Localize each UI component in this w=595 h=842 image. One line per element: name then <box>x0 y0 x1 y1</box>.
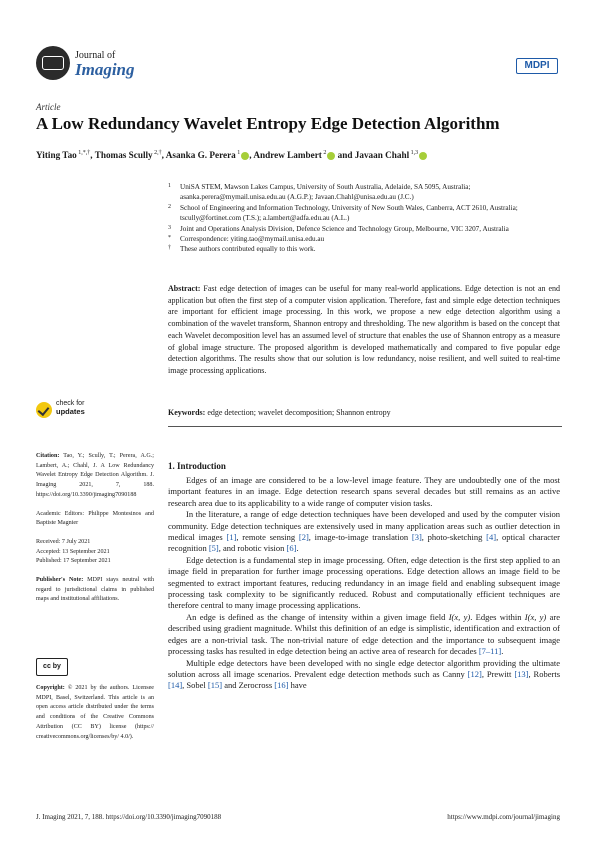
paragraph: Multiple edge detectors have been developed with no single edge detector algorithm providing the ultimate solution across all image scenarios. Prevalent edge detection methods such as Canny [12], Prewitt [13], Roberts [14], Sobel [15] and Zerocross [16] have <box>168 657 561 691</box>
editors-text: Philippe Montesinos and Baptiste Magnier <box>36 510 154 527</box>
abstract-label: Abstract: <box>168 284 201 293</box>
journal-name[interactable]: Imaging <box>75 60 135 79</box>
check-updates-line1: check for <box>56 400 85 407</box>
affiliation-mark: 1 <box>168 183 171 189</box>
citation <box>36 452 154 501</box>
affiliation-mark: † <box>168 245 171 252</box>
affiliation-text: Joint and Operations Analysis Division, Defence Science and Technology Group, Melbourne, VIC 3207, Australia <box>180 224 509 233</box>
keywords-label: Keywords: <box>168 408 206 417</box>
copyright <box>36 684 154 742</box>
copyright-label: Copyright: <box>36 685 65 691</box>
author-name[interactable]: Yiting Tao <box>36 150 77 161</box>
journal-name-prefix: Journal of <box>75 50 116 61</box>
sidebar <box>36 452 154 614</box>
author-affil-mark: 1,3 <box>409 150 419 156</box>
affiliation-text: UniSA STEM, Mawson Lakes Campus, University of South Australia, Adelaide, SA 5095, Australia; asanka.perera@mymail.unisa.edu.au (A.G.P.); Javaan.Chahl@unisa.edu.au (J.C.) <box>180 183 471 202</box>
citation-link[interactable]: [7–11] <box>478 646 502 657</box>
academic-editors <box>36 510 154 529</box>
publisher-note <box>36 576 154 605</box>
published-date: Published: 17 September 2021 <box>36 558 111 565</box>
author-affil-mark: 2,† <box>152 150 162 156</box>
citation-link[interactable]: [15] <box>207 680 223 691</box>
citation-label: Citation: <box>36 453 60 459</box>
author-list: Yiting Tao $^{1,*,\dagger}$, Thomas Scully $^{2,\dagger}$, Asanka G. Perera $^1$ , Andrew Lambert $^2$ and Javaan Chahl $^{1,3}$ <box>36 150 427 160</box>
check-updates-icon <box>36 402 52 418</box>
mdpi-logo[interactable]: MDPI <box>516 58 558 74</box>
footer-citation[interactable]: J. Imaging 2021, 7, 188. https://doi.org/10.3390/jimaging7090188 <box>36 813 222 821</box>
citation-link[interactable]: [2] <box>298 532 309 543</box>
section-body <box>168 475 560 692</box>
editors-label: Academic Editors: <box>36 510 85 517</box>
author-name[interactable]: Javaan Chahl <box>354 150 410 161</box>
citation-link[interactable]: [12] <box>467 668 482 679</box>
citation-link[interactable]: [13] <box>514 668 529 679</box>
affiliation <box>168 182 563 203</box>
abstract-text: Fast edge detection of images can be useful for many real-world applications. Edge detection is not an end application but often the first step of a computer vision application. Therefore, fast and simple edge detection techniques are important for efficient image processing. In this work, we propose a new edge detection algorithm using a combination of the wavelet transform, Shannon entropy and thresholding. The new algorithm is based on the concept that each Wavelet decomposition level has an assumed level of structure that enables the use of Shannon entropy as a measure of global image structure. The proposed algorithm is developed mathematically and compared to five popular edge detection algorithms. The results show that our solution is low redundancy, noise resilient, and well suited to real-time image processing applications. <box>168 284 561 375</box>
author-name[interactable]: Andrew Lambert <box>253 150 322 161</box>
affiliation <box>168 203 563 224</box>
citation-link[interactable]: [6] <box>286 543 297 554</box>
citation-link[interactable]: [16] <box>274 680 289 691</box>
author-affil-mark: 1 <box>235 150 241 156</box>
math-expression: I(x, y) <box>448 611 471 622</box>
affiliation-text: These authors contributed equally to this work. <box>180 245 316 254</box>
orcid-icon[interactable] <box>419 152 427 160</box>
publisher-note-text: MDPI stays neutral with regard to jurisdictional claims in published maps and institutional affiliations. <box>36 577 155 603</box>
affiliation-mark: 2 <box>168 203 171 210</box>
cc-by-icon[interactable]: cc by <box>36 658 68 676</box>
paragraph: Edges of an image are considered to be a low-level image feature. They are undoubtedly one of the most important features in an image. Edge detection research spans several decades but still remains as an active research area due to its applicability to a wide range of computer vision tasks. <box>168 475 560 508</box>
copyright-text: © 2021 by the authors. Licensee MDPI, Basel, Switzerland. This article is an open access article distributed under the terms and conditions of the Creative Commons Attribution (CC BY) license (https:// creativecommons.org/licenses/by/ 4.0/). <box>36 685 154 740</box>
article-type: Article <box>36 102 61 112</box>
author-name[interactable]: Asanka G. Perera <box>165 150 236 161</box>
affiliations <box>168 182 563 255</box>
affiliation <box>168 244 563 254</box>
citation-link[interactable]: [5] <box>208 543 219 554</box>
paragraph: In the literature, a range of edge detection techniques have been developed and used by the computer vision community. Edge detection techniques are extensively used in many application areas such as outlier detection in medical images [1], remote sensing [2], image-to-image translation [3], photo-sketching [4], optical character recognition [5], and robotic vision [6]. <box>168 509 560 554</box>
orcid-icon[interactable] <box>241 152 249 160</box>
paragraph: An edge is defined as the change of intensity within a given image field I(x, y). Edges within I(x, y) are described using gradient magnitude. Whilst this definition of an edge is simplistic, identification and extraction of edges are a non-trivial task. The non-trivial nature of edge detection and the importance to subsequent image processing tasks has resulted in edge detection being an active area of research for decades [7–11]. <box>168 611 560 657</box>
author-name[interactable]: Thomas Scully <box>94 150 153 161</box>
article-title: A Low Redundancy Wavelet Entropy Edge Detection Algorithm <box>36 114 500 133</box>
citation-text[interactable]: Tao, Y.; Scully, T.; Perera, A.G.; Lambert, A.; Chahl, J. A Low Redundancy Wavelet Entropy Edge Detection Algorithm. J. Imaging 2021, 7, 188. https://doi.org/10.3390/jimaging7090188 <box>36 453 154 498</box>
dates <box>36 538 154 567</box>
affiliation <box>168 234 563 244</box>
orcid-icon[interactable] <box>327 152 335 160</box>
affiliation-text: School of Engineering and Information Technology, University of New South Wales, Canberra, ACT 2610, Australia; tscully@fortinet.com (T.S.); a.lambert@adfa.edu.au (A.L.) <box>180 203 518 223</box>
keywords <box>168 408 560 417</box>
affiliation <box>168 224 563 234</box>
affiliation-mark: * <box>168 235 171 242</box>
paragraph: Edge detection is a fundamental step in image processing. Often, edge detection is the first step applied to an image field in preparation for further image processing operations. Edge detection allows an image field to be segmented to extract important features, reducing redundancy in an image field and enabling subsequent image processing task complexity to be significantly reduced. Robust and computationally efficient techniques are therefore central to many image processing applications. <box>168 554 560 611</box>
section-title: 1. Introduction <box>168 461 226 471</box>
abstract <box>168 283 560 377</box>
publisher-note-label: Publisher's Note: <box>36 577 84 584</box>
journal-logo <box>36 46 70 80</box>
keywords-text: edge detection; wavelet decomposition; Shannon entropy <box>207 408 391 417</box>
author-affil-mark: 1,*,† <box>76 150 91 156</box>
affiliation-text: Correspondence: yiting.tao@mymail.unisa.edu.au <box>180 235 325 244</box>
citation-link[interactable]: [3] <box>411 532 422 543</box>
math-expression: I(x, y) <box>524 611 547 622</box>
check-updates-line2: updates <box>56 407 85 416</box>
received-date: Received: 7 July 2021 <box>36 538 91 545</box>
citation-link[interactable]: [4] <box>486 532 497 543</box>
author-affil-mark: 2 <box>321 150 327 156</box>
citation-link[interactable]: [14] <box>168 680 183 691</box>
divider <box>168 426 562 427</box>
accepted-date: Accepted: 13 September 2021 <box>36 548 110 555</box>
citation-link[interactable]: [1] <box>226 532 237 543</box>
affiliation-mark: 3 <box>168 224 171 231</box>
footer-journal-url[interactable]: https://www.mdpi.com/journal/jimaging <box>447 813 560 821</box>
